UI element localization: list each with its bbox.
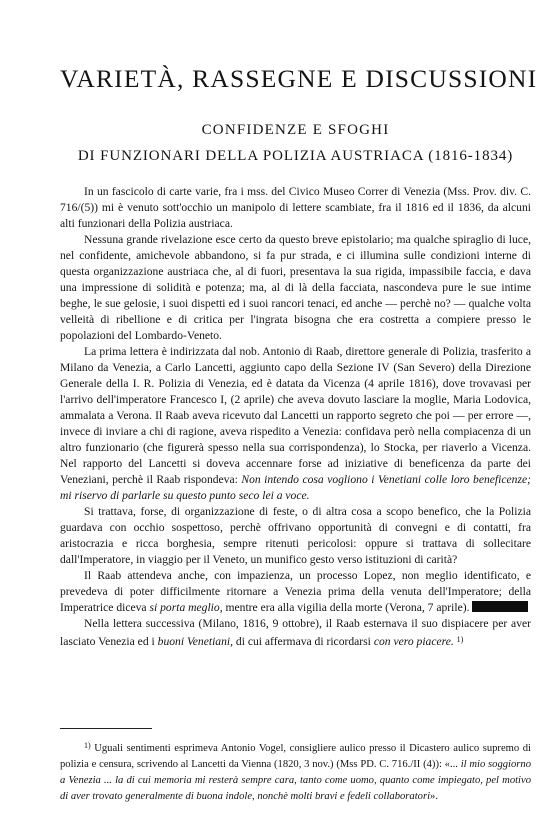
paragraph-6: [60, 616, 531, 650]
footnote-text-end: ».: [430, 791, 438, 802]
footnote-1: [60, 738, 531, 805]
paragraph-6-text: Nella lettera successiva (Milano, 1816, 9 ottobre), il Raab esternava il suo dispiacere per aver lasciato Venezia ed i: [60, 617, 531, 648]
footnote-divider: [60, 728, 152, 729]
paragraph-5-text-end: mentre era alla vigilia della morte (Verona, 7 aprile).: [222, 601, 470, 614]
footnote-quote: il mio soggiorno a Venezia ... la di cui memoria mi resterà sempre cara, tanto come uomo, quanto come impiegato, pel motivo di aver trovato generalmente di buona indole, nonchè molti bravi e fedeli collaboratori: [60, 759, 531, 802]
footnote-marker: 1): [84, 741, 91, 750]
paragraph-3-quote: Non intendo cosa vogliono i Venetiani colle loro beneficenze; mi riservo di parlarle su questo punto seco lei a voce.: [60, 473, 531, 502]
paragraph-5: [60, 568, 531, 616]
paragraph-3: [60, 344, 531, 504]
paragraph-3-text: La prima lettera è indirizzata dal nob. Antonio di Raab, direttore generale di Polizia, trasferito a Milano da Venezia, a Carlo Lancetti, aggiunto capo della Sezione IV (San Severo) della Direzione Generale della I. R. Polizia di Venezia, ed è datata da Vicenza (4 aprile 1816), dove trovavasi per l'arrivo dell'imperatore Francesco I, (2 aprile) che aveva dovuto lasciare la moglie, Maria Lodovica, ammalata a Verona. Il Raab aveva ricevuto dal Lancetti un rapporto segreto che poi — per errore —, invece di inviare a chi di ragione, aveva rispedito a Venezia: confidava però nella compiacenza di un altro funzionario (che figurerà spesso nella sua corrispondenza), lo Stocka, per riaverlo a Vicenza. Nel rapporto del Lancetti si doveva accennare forse ad iniziative di beneficenza da parte dei Veneziani, perchè il Raab rispondeva:: [60, 345, 531, 486]
redaction-bar: [472, 601, 528, 612]
article-body: [60, 184, 531, 650]
footnote-text: Uguali sentimenti esprimeva Antonio Vogel, consigliere aulico presso il Dicastero aulico supremo di polizia e censura, scrivendo al Lancetti da Vienna (1820, 3 nov.) (Mss PD. C. 716./II (4)): «...: [60, 743, 531, 770]
paragraph-5-text: Il Raab attendeva anche, con impazienza, un processo Lopez, non meglio identificato, e prevedeva di poter difficilmente ritornare a Venezia prima della venuta dell'Imperatore; della Imperatrice diceva: [60, 569, 531, 614]
paragraph-4: Si trattava, forse, di organizzazione di feste, o di altra cosa a scopo benefico, che la Polizia guardava con occhio sospettoso, perchè offrivano opportunità di convegni e di contatti, fra aristocrazia e ricca borghesia, sempre ritenuti pericolosi: oppure si trattava di sollecitare dall'Imperatore, in viaggio per il Veneto, un munifico gesto verso istituzioni di carità?: [60, 505, 531, 566]
paragraph-2: Nessuna grande rivelazione esce certo da questo breve epistolario; ma qualche spiraglio di luce, nel confidente, amichevole abbandono, si fa pur strada, e ci illumina sulle condizioni interne di questa organizzazione austriaca che, al di fuori, presentava la sua rigida, impassibile faccia, e dava una impressione di solidità e potenza; ma, al di là della facciata, nascondeva pure le sue intime beghe, le sue gelosie, i suoi dispetti ed i suoi rancori tenaci, ed anche — perchè no? — qualche volta velleità di ribellione e di critica per l'ingrata bisogna che era costretta a compiere presso le popolazioni del Lombardo-Veneto.: [60, 233, 531, 342]
paragraph-6-quote-1: buoni Venetiani,: [157, 635, 234, 648]
footnote-reference: 1): [456, 635, 464, 644]
article-title-line-2: DI FUNZIONARI DELLA POLIZIA AUSTRIACA (1816-1834): [77, 148, 514, 164]
paragraph-5-quote: si porta meglio,: [149, 601, 223, 614]
footnote: [60, 738, 531, 805]
paragraph-6-text-middle: di cui affermava di ricordarsi: [233, 635, 374, 648]
article-title-line-1: CONFIDENZE E SFOGHI: [201, 122, 390, 138]
paragraph-6-quote-2: con vero piacere.: [373, 635, 454, 648]
paragraph-1: In un fascicolo di carte varie, fra i mss. del Civico Museo Correr di Venezia (Mss. Prov. div. C. 716/(5)) mi è venuto sott'occhio un manipolo di lettere scambiate, fra il 1816 ed il 1836, da alcuni alti funzionari della Polizia austriaca.: [60, 185, 531, 230]
section-header: VARIETÀ, RASSEGNE E DISCUSSIONI: [60, 64, 538, 93]
